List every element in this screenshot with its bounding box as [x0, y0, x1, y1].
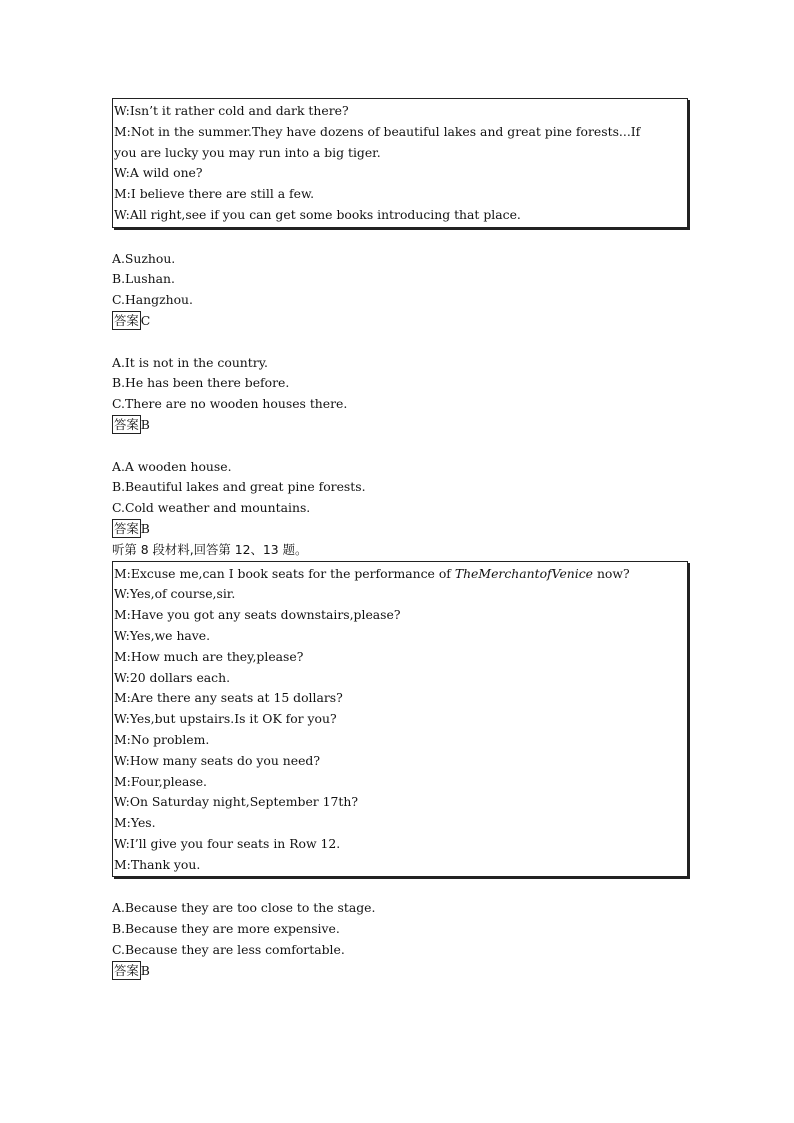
answer-label: 答案: [114, 520, 139, 536]
option-a: A.A wooden house.: [112, 458, 232, 474]
dialogue-line: W:A wild one?: [114, 165, 203, 181]
option-a: A.Suzhou.: [112, 250, 176, 266]
dialogue-box-section8: [112, 561, 688, 878]
dialogue-line: you are lucky you may run into a big tiger.: [114, 144, 381, 160]
play-title: TheMerchantofVenice: [454, 565, 594, 581]
answer-value: C: [140, 313, 151, 329]
dialogue-line: M:How much are they,please?: [114, 648, 304, 664]
option-c: C.There are no wooden houses there.: [112, 396, 348, 412]
option-b: B.Lushan.: [112, 271, 175, 287]
dialogue-line: W:All right,see if you can get some books introducing that place.: [114, 206, 521, 222]
dialogue-line: W:Yes,but upstairs.Is it OK for you?: [114, 711, 337, 727]
answer-value: B: [140, 962, 150, 978]
dialogue-line: W:Yes,of course,sir.: [114, 586, 236, 602]
answer-label: 答案: [114, 312, 139, 328]
option-c: C.Cold weather and mountains.: [112, 500, 311, 516]
option-c: C.Hangzhou.: [112, 292, 193, 308]
section-instruction: 听第 8 段材料,回答第 12、13 题。: [112, 541, 308, 557]
dialogue-line: W:How many seats do you need?: [114, 752, 320, 768]
dialogue-line: [113, 564, 687, 585]
answer-row: [112, 519, 690, 540]
dialogue-box-part1: [112, 98, 688, 228]
dialogue-line: M:No problem.: [114, 731, 210, 747]
question-12: [112, 877, 690, 898]
dialogue-line: W:20 dollars each.: [114, 669, 231, 685]
answer-label: 答案: [114, 962, 139, 978]
dialogue-line: M:Thank you.: [114, 856, 201, 872]
document-page: [112, 98, 690, 1023]
option-b: B.Beautiful lakes and great pine forests.: [112, 479, 366, 495]
dialogue-line: M:Not in the summer.They have dozens of beautiful lakes and great pine forests...If: [114, 123, 641, 139]
dialogue-line: M:I believe there are still a few.: [114, 186, 315, 202]
answer-row: [112, 415, 690, 436]
question-13: [112, 981, 690, 1002]
options-row: [112, 1002, 690, 1023]
dialogue-text: now?: [593, 565, 630, 581]
answer-value: B: [140, 521, 150, 537]
answer-row: [112, 311, 690, 332]
option-b: B.Because they are more expensive.: [112, 921, 340, 937]
dialogue-line: W:I’ll give you four seats in Row 12.: [114, 835, 341, 851]
answer-value: B: [140, 417, 150, 433]
question-11: [112, 436, 690, 457]
option-a: A.Because they are too close to the stage.: [112, 900, 376, 916]
question-9: [112, 228, 690, 249]
question-10: [112, 332, 690, 353]
dialogue-line: W:On Saturday night,September 17th?: [114, 794, 359, 810]
option-c: C.Because they are less comfortable.: [112, 941, 345, 957]
option-a: A.It is not in the country.: [112, 354, 268, 370]
dialogue-line: M:Yes.: [114, 815, 156, 831]
dialogue-line: M:Are there any seats at 15 dollars?: [114, 690, 343, 706]
answer-label: 答案: [114, 416, 139, 432]
dialogue-line: W:Yes,we have.: [114, 627, 211, 643]
option-b: B.He has been there before.: [112, 375, 290, 391]
dialogue-line: W:Isn’t it rather cold and dark there?: [114, 103, 349, 118]
dialogue-text: M:Excuse me,can I book seats for the performance of: [114, 565, 455, 581]
dialogue-line: M:Have you got any seats downstairs,please?: [114, 607, 401, 623]
dialogue-line: M:Four,please.: [114, 773, 207, 789]
answer-row: [112, 961, 690, 982]
